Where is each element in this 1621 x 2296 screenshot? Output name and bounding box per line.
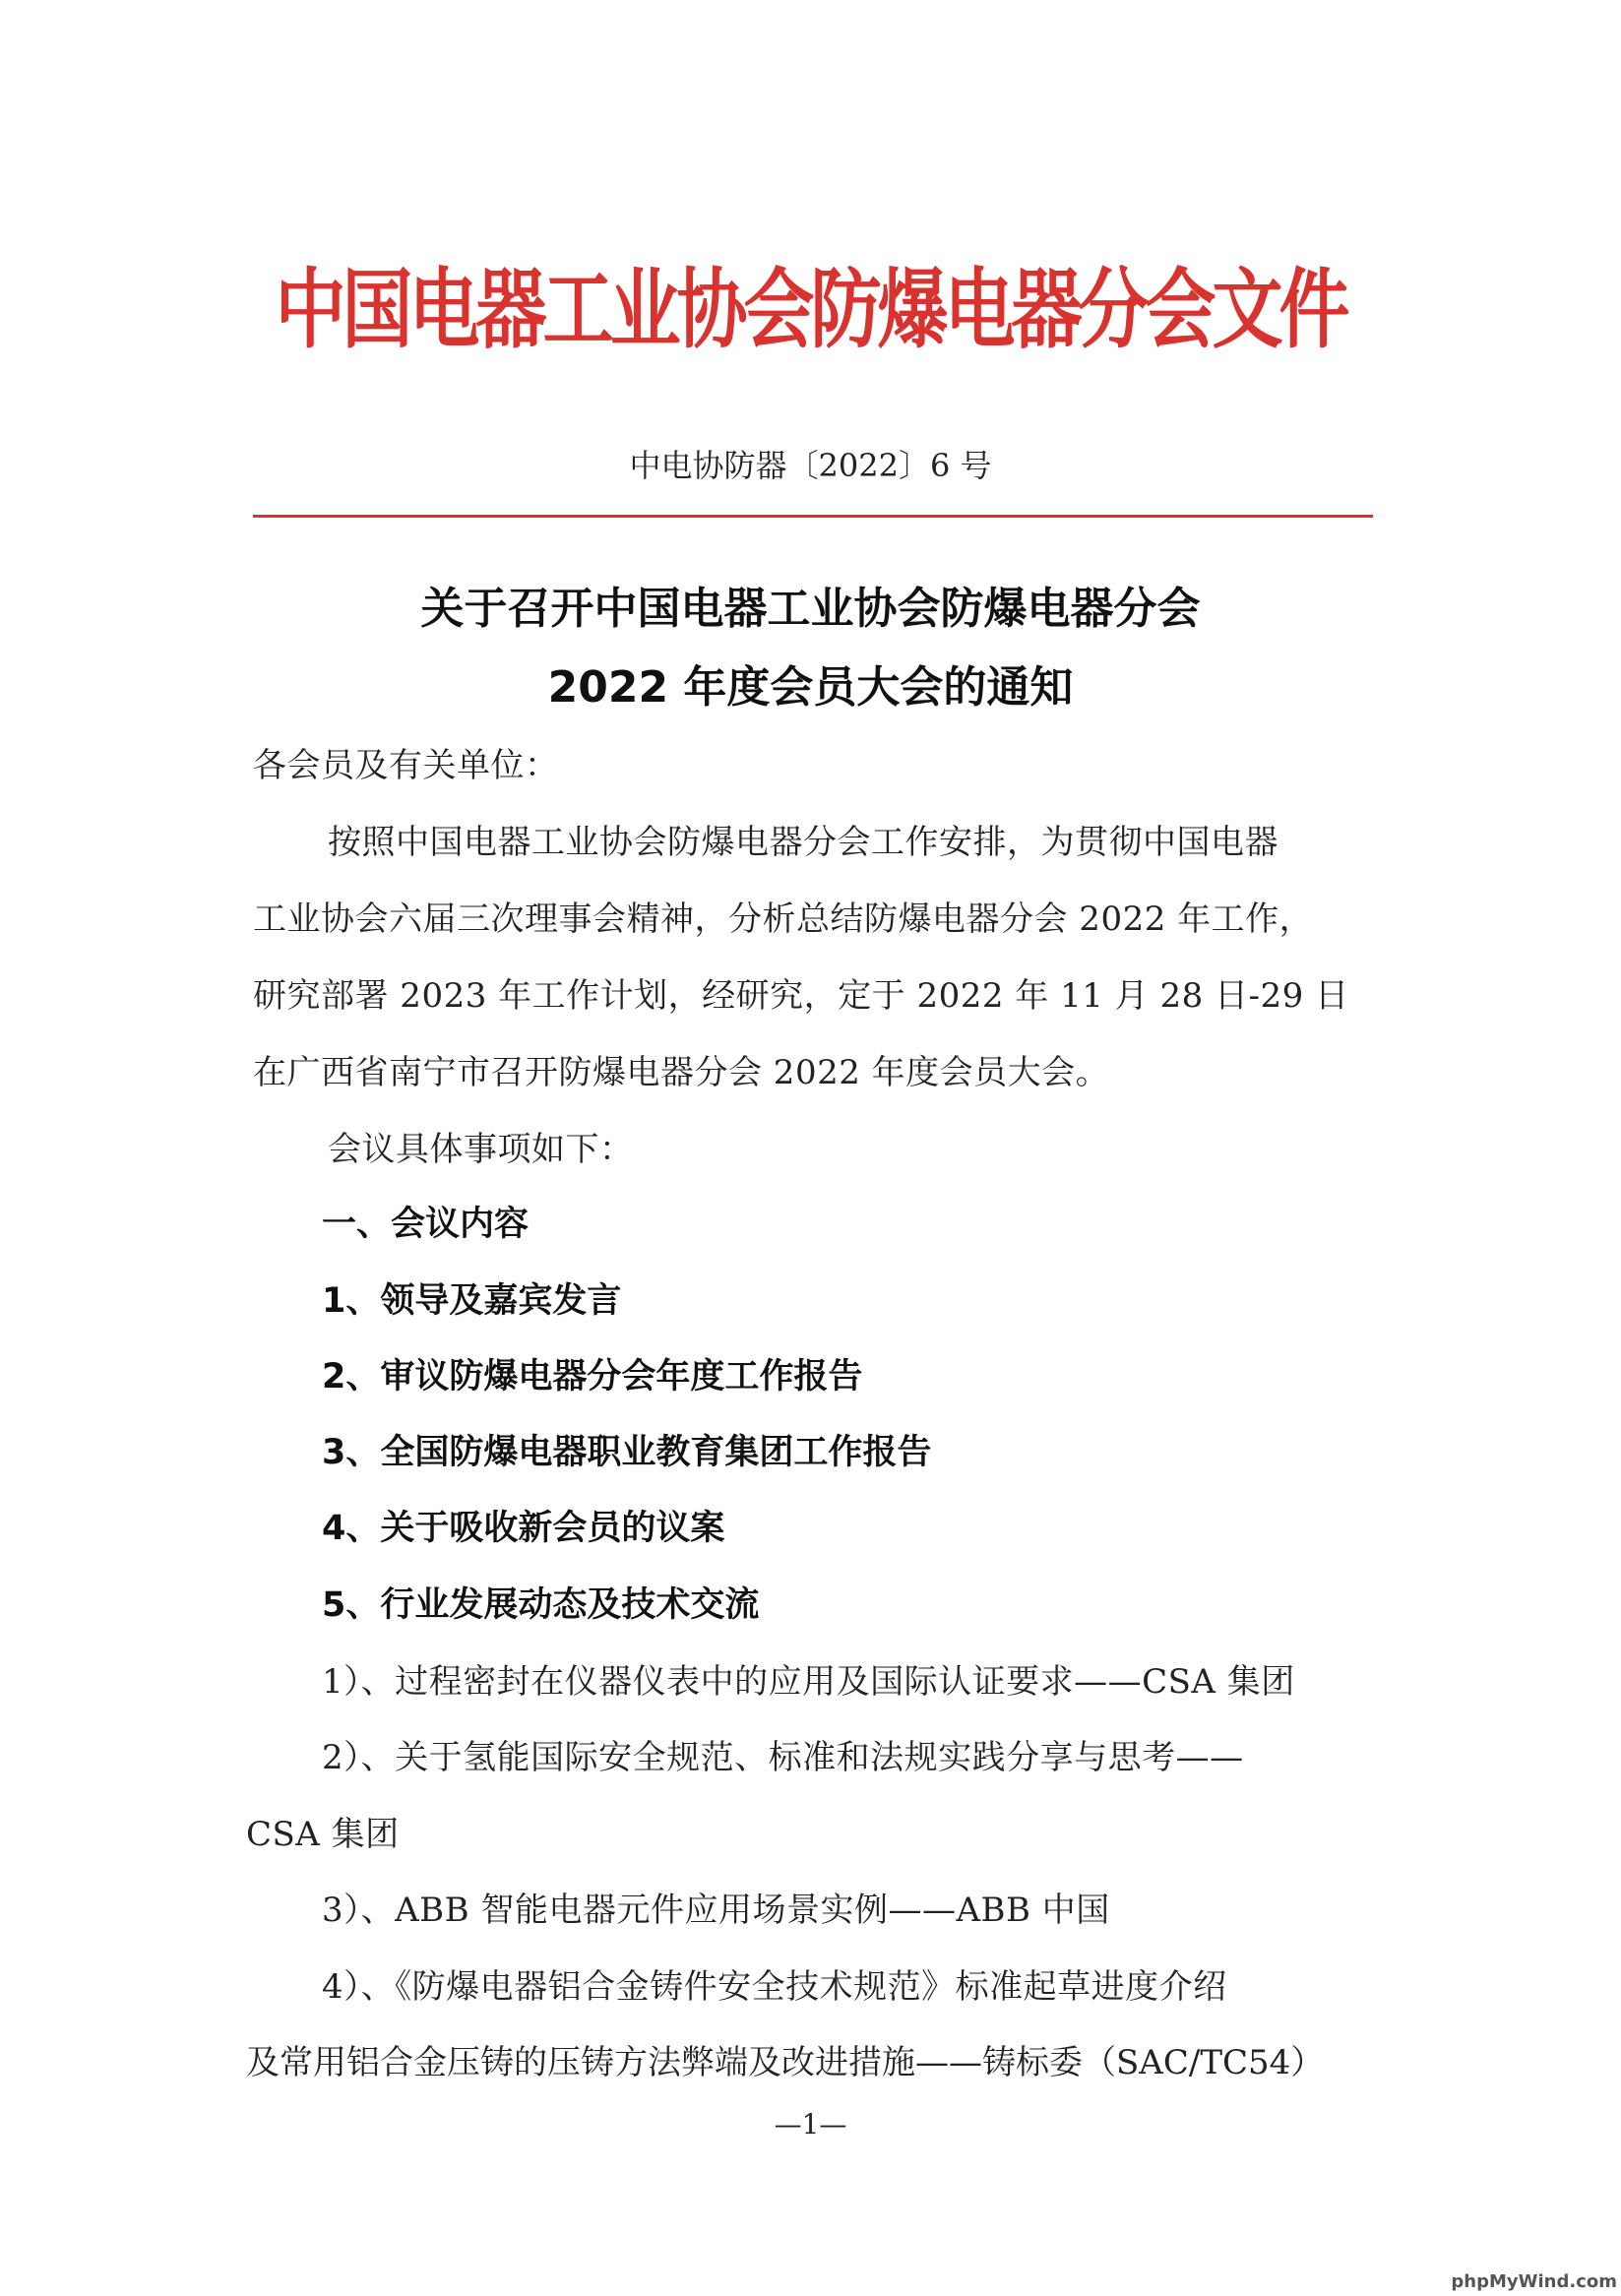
section-heading: 一、会议内容 — [322, 1205, 530, 1244]
org-file-title: 中国电器工业协会防爆电器分会文件 — [275, 259, 1346, 360]
agenda-item: 1、领导及嘉宾发言 — [322, 1281, 622, 1321]
notice-title-line-1: 关于召开中国电器工业协会防爆电器分会 — [420, 584, 1201, 634]
salutation: 各会员及有关单位： — [253, 746, 559, 785]
paragraph-line: 在广西省南宁市召开防爆电器分会 2022 年度会员大会。 — [253, 1053, 1110, 1092]
agenda-item: 2、审议防爆电器分会年度工作报告 — [322, 1357, 863, 1396]
matters-intro: 会议具体事项如下： — [328, 1130, 634, 1169]
topic-line: 4）、《防爆电器铝合金铸件安全技术规范》标准起草进度介绍 — [322, 1967, 1227, 2007]
paragraph-line: 研究部署 2023 年工作计划，经研究，定于 2022 年 11 月 28 日-29 日 — [253, 976, 1349, 1016]
topic-line: 及常用铝合金压铸的压铸方法弊端及改进措施——铸标委（SAC/TC54） — [246, 2043, 1325, 2082]
agenda-item: 5、行业发展动态及技术交流 — [322, 1585, 760, 1625]
page-number: —1— — [774, 2108, 847, 2141]
notice-title-line-2: 2022 年度会员大会的通知 — [547, 662, 1074, 713]
topic-line: CSA 集团 — [246, 1815, 400, 1854]
topic-line: 1）、过程密封在仪器仪表中的应用及国际认证要求——CSA 集团 — [322, 1662, 1295, 1702]
topic-line: 2）、关于氢能国际安全规范、标准和法规实践分享与思考—— — [322, 1738, 1244, 1777]
topic-line: 3）、ABB 智能电器元件应用场景实例——ABB 中国 — [322, 1891, 1110, 1930]
agenda-item: 3、全国防爆电器职业教育集团工作报告 — [322, 1433, 932, 1472]
paragraph-line: 工业协会六届三次理事会精神，分析总结防爆电器分会 2022 年工作， — [253, 900, 1314, 939]
agenda-item: 4、关于吸收新会员的议案 — [322, 1509, 725, 1548]
paragraph-line: 按照中国电器工业协会防爆电器分会工作安排，为贯彻中国电器 — [328, 823, 1278, 862]
document-number: 中电协防器〔2022〕6 号 — [629, 447, 992, 484]
red-divider — [253, 515, 1373, 518]
watermark: phpMyWind.com — [1451, 2271, 1617, 2292]
